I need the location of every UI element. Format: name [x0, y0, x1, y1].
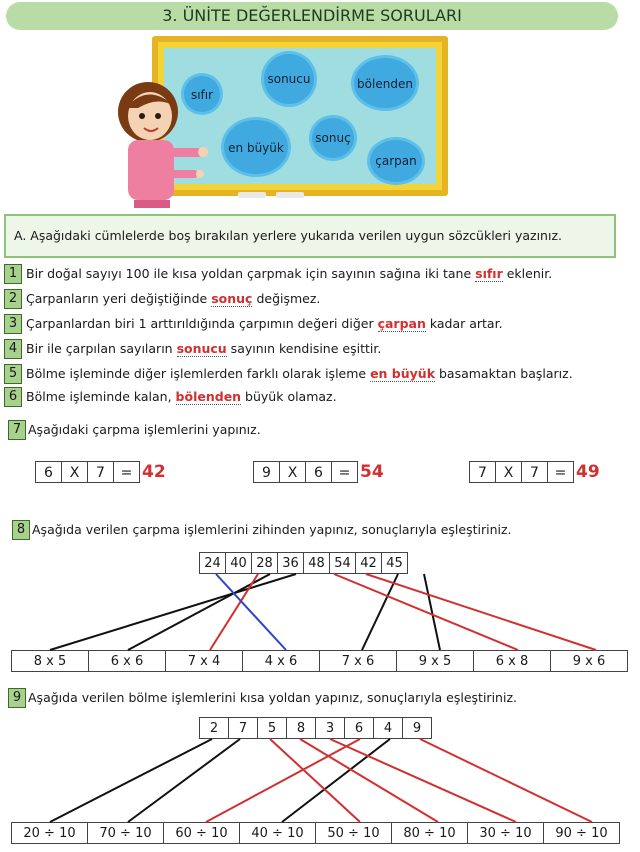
result-cell: 6	[344, 717, 374, 739]
equation-result: 54	[360, 462, 384, 482]
operation-cell: 80 ÷ 10	[391, 822, 468, 844]
answer-text: en büyük	[370, 366, 436, 381]
result-cell: 48	[303, 552, 330, 574]
q7-instruction: Aşağıdaki çarpma işlemlerini yapınız.	[28, 422, 261, 437]
question-number: 8	[12, 520, 30, 540]
sentence-text: Bir ile çarpılan sayıların	[26, 341, 177, 356]
question-number: 2	[4, 289, 22, 309]
equation-operand: 6	[305, 461, 332, 483]
sentence-text: kadar artar.	[425, 316, 503, 331]
question-number: 5	[4, 364, 22, 384]
match-line	[420, 739, 592, 822]
operation-cell: 9 x 5	[396, 650, 474, 672]
sentence-text: Bir doğal sayıyı 100 ile kısa yoldan çarpmak için sayının sağına iki tane	[26, 266, 476, 281]
page-title: 3. ÜNİTE DEĞERLENDİRME SORULARI	[6, 2, 618, 30]
operation-cell: 7 x 4	[165, 650, 243, 672]
sentence-text: sayının kendisine eşittir.	[226, 341, 382, 356]
match-line	[330, 739, 516, 822]
board-word: bölenden	[357, 77, 413, 91]
equals-sign: =	[331, 461, 358, 483]
board-word: en büyük	[228, 141, 284, 155]
equation-operand: 7	[521, 461, 548, 483]
sentence-text: Çarpanların yeri değiştiğinde	[26, 291, 212, 306]
q8-instruction: Aşağıda verilen çarpma işlemlerini zihinden yapınız, sonuçlarıyla eşleştiriniz.	[32, 522, 512, 537]
operation-cell: 9 x 6	[550, 650, 628, 672]
section-a-instruction: A. Aşağıdaki cümlelerde boş bırakılan yerlere yukarıda verilen uygun sözcükleri yazınız.	[4, 214, 616, 258]
equation-operator: X	[495, 461, 522, 483]
sentence-text: eklenir.	[502, 266, 553, 281]
answer-text: çarpan	[377, 316, 426, 331]
match-line	[366, 574, 596, 650]
sentence-text: Bölme işleminde kalan,	[26, 389, 176, 404]
operation-cell: 6 x 8	[473, 650, 551, 672]
result-cell: 9	[402, 717, 432, 739]
match-line	[50, 574, 296, 650]
question-number: 6	[4, 387, 22, 407]
match-line	[50, 739, 212, 822]
operation-cell: 4 x 6	[242, 650, 320, 672]
answer-text: sonucu	[176, 341, 227, 356]
operation-cell: 20 ÷ 10	[11, 822, 88, 844]
board-word: sonucu	[267, 72, 311, 86]
result-cell: 42	[355, 552, 382, 574]
operation-cell: 90 ÷ 10	[543, 822, 620, 844]
result-cell: 4	[373, 717, 403, 739]
equation-operand: 7	[87, 461, 114, 483]
equation-operator: X	[279, 461, 306, 483]
question-number: 9	[8, 688, 26, 708]
answer-text: bölenden	[175, 389, 242, 404]
result-cell: 3	[315, 717, 345, 739]
result-cell: 2	[199, 717, 229, 739]
result-cell: 28	[251, 552, 278, 574]
operation-cell: 50 ÷ 10	[315, 822, 392, 844]
operation-cell: 7 x 6	[319, 650, 397, 672]
match-line	[362, 574, 398, 650]
sentence-text: Bölme işleminde diğer işlemlerden farklı olarak işleme	[26, 366, 371, 381]
result-cell: 5	[257, 717, 287, 739]
operation-cell: 30 ÷ 10	[467, 822, 544, 844]
equation-result: 42	[142, 462, 166, 482]
result-cell: 36	[277, 552, 304, 574]
result-cell: 40	[225, 552, 252, 574]
equation-result: 49	[576, 462, 600, 482]
question-number: 4	[4, 339, 22, 359]
equals-sign: =	[547, 461, 574, 483]
result-cell: 8	[286, 717, 316, 739]
equation-operator: X	[61, 461, 88, 483]
result-cell: 54	[329, 552, 356, 574]
match-line	[128, 574, 270, 650]
sentence-text: Çarpanlardan biri 1 arttırıldığında çarpımın değeri diğer	[26, 316, 378, 331]
answer-text: sonuç	[211, 291, 253, 306]
match-line	[128, 739, 240, 822]
operation-cell: 60 ÷ 10	[163, 822, 240, 844]
sentence-text: büyük olamaz.	[241, 389, 337, 404]
operation-cell: 6 x 6	[88, 650, 166, 672]
equation-operand: 9	[253, 461, 280, 483]
board-word: çarpan	[375, 154, 417, 168]
board-word: sıfır	[190, 88, 214, 102]
question-number: 7	[8, 420, 26, 440]
answer-text: sıfır	[475, 266, 503, 281]
result-cell: 45	[381, 552, 408, 574]
question-number: 3	[4, 314, 22, 334]
operation-cell: 70 ÷ 10	[87, 822, 164, 844]
match-line	[300, 739, 438, 822]
operation-cell: 8 x 5	[11, 650, 89, 672]
q9-instruction: Aşağıda verilen bölme işlemlerini kısa yoldan yapınız, sonuçlarıyla eşleştiriniz.	[28, 690, 517, 705]
question-number: 1	[4, 264, 22, 284]
sentence-text: basamaktan başlarız.	[435, 366, 573, 381]
operation-cell: 40 ÷ 10	[239, 822, 316, 844]
equals-sign: =	[113, 461, 140, 483]
result-cell: 24	[199, 552, 226, 574]
sentence-text: değişmez.	[252, 291, 321, 306]
result-cell: 7	[228, 717, 258, 739]
board-word: sonuç	[315, 131, 351, 145]
equation-operand: 6	[35, 461, 62, 483]
equation-operand: 7	[469, 461, 496, 483]
